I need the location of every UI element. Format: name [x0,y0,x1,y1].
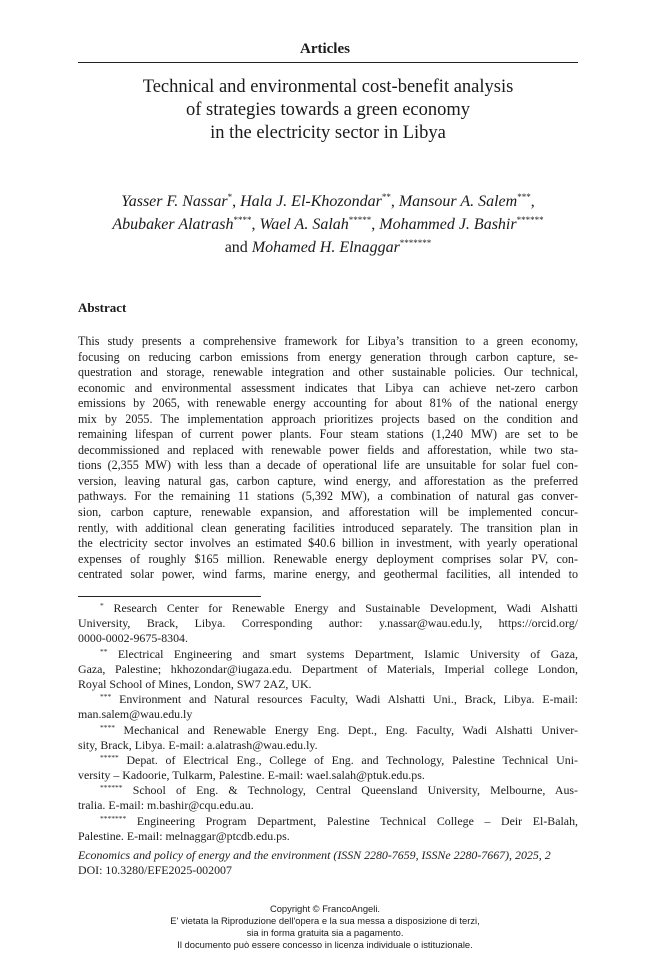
footnote-mark: **** [100,722,115,732]
copyright-line: E' vietata la Riproduzione dell'opera e la sua messa a disposizione di terzi, [170,915,480,926]
author-mark: ****** [516,215,544,225]
abstract-line: version, leaving natural gas, carbon capture, wind energy, and afforestation as the preferred [78,473,578,488]
footnote-mark: ******* [100,813,127,823]
footnote-text: Mechanical and Renewable Energy Eng. Dept., Eng. Faculty, Wadi Alshatti Univer- [123,722,578,737]
footnote-text: Gaza, Palestine; hkhozondar@iugaza.edu. Department of Materials, Imperial college London, [78,661,578,676]
abstract-line: This study presents a comprehensive framework for Libya’s transition to a green economy, [78,334,578,348]
abstract-line: pathways. For the remaining 11 stations (5,392 MW), a combination of natural gas conver- [78,489,578,504]
author-mark: ******* [399,238,432,248]
footnote-text: School of Eng. & Technology, Central Queensland University, Melbourne, Aus- [132,783,578,798]
author-name: Wael A. Salah [259,216,349,233]
footnote-text: tralia. E-mail: m.bashir@cqu.edu.au. [78,798,254,813]
abstract-line: emissions by 2065, with renewable energy accounting for about 81% of the national energy [78,396,578,411]
footnote-mark: ***** [100,752,119,762]
footnote-mark: ** [100,646,108,656]
abstract-line: rently, with additional clean generating facilities introduced separately. The transition plan in [78,520,578,535]
author-list: Yasser F. Nassar*, Hala J. El-Khozondar**, Mansour A. Salem***, Abubaker Alatrash****, Wael A. Salah*****, Mohammed J. Bashir****** and Mohamed H. Elnaggar******* [112,192,544,256]
footnote-text: versity – Kadoorie, Tulkarm, Palestine. E-mail: wael.salah@ptuk.edu.ps. [78,768,425,783]
footnote-text: Electrical Engineering and smart systems Department, Islamic University of Gaza, [117,646,578,661]
abstract-line: expenses of roughly $165 million. Renewable energy deployment comprises solar PV, con- [78,551,578,566]
journal-citation: Economics and policy of energy and the environment (ISSN 2280-7659, ISSNe 2280-7667), 2025, 2 [78,848,551,862]
author-name: Mohammed J. Bashir [379,216,517,233]
footnote-text: Depat. of Electrical Eng., College of Eng. and Technology, Palestine Technical Uni- [126,752,578,767]
footnote-3 [78,692,578,722]
authors-and: and [224,239,248,256]
abstract-line: tions (2,355 MW) with less than a decade of operational life are unsuitable for solar fuel con- [78,458,578,473]
footnote-rule [78,596,261,597]
footnote-5 [78,753,578,783]
footnote-text: sity, Brack, Libya. E-mail: a.alatrash@wau.edu.ly. [78,737,318,752]
author-mark: *** [517,192,531,202]
author-name: Yasser F. Nassar [121,193,228,210]
author-mark: **** [233,215,252,225]
abstract-line: decommissioned and replaced with renewable power fields and afforestation, while two sta- [78,442,578,457]
author-name: Mansour A. Salem [398,193,518,210]
abstract-line: sion, carbon capture, renewable expansion, and afforestation will be implemented concur- [78,505,578,520]
abstract-heading: Abstract [78,300,127,315]
abstract-line: focusing on reducing carbon emissions from energy generation through carbon capture, se- [78,349,578,364]
doi: DOI: 10.3280/EFE2025-002007 [78,863,232,877]
copyright-line: sia in forma gratuita sia a pagamento. [246,927,404,938]
footnote-mark: *** [100,692,112,702]
footnote-6 [78,783,578,813]
footnote-text: man.salem@wau.edu.ly [78,707,193,722]
title-line: of strategies towards a green economy [185,100,471,120]
copyright-notice [0,903,650,951]
abstract-line: the electricity sector involves an estimated $40.6 billion in investment, with yearly operational [78,536,578,551]
abstract-line: economic and environmental assessment indicates that Libya can achieve net-zero carbon [78,380,578,395]
footnote-mark: ****** [100,783,123,793]
copyright-line: Copyright © FrancoAngeli. [269,903,381,914]
footnote-text: Palestine. E-mail: melnaggar@ptcdb.edu.ps. [78,828,290,843]
author-mark: ** [381,192,391,202]
journal-info [78,848,578,878]
footnote-text: Environment and Natural resources Faculty, Wadi Alshatti Uni., Brack, Libya. E-mail: [119,692,578,707]
author-name: Hala J. El-Khozondar [240,193,382,210]
article-title [78,76,578,145]
abstract-body [78,334,578,583]
footnote-text: Royal School of Mines, London, SW7 2AZ, UK. [78,676,312,691]
footnote-text: University, Brack, Libya. Corresponding author: y.nassar@wau.edu.ly, https://orcid.org/ [78,616,578,631]
footnote-mark: * [100,601,104,610]
abstract-line: mix by 2055. The implementation approach prioritizes projects based on the condition and [78,411,578,426]
footnote-2 [78,647,578,693]
copyright-line: Il documento può essere concesso in licenza individuale o istituzionale. [177,939,473,950]
author-mark: * [227,192,233,202]
author-mark: ***** [348,215,372,225]
author-name: Mohamed H. Elnaggar [251,239,400,256]
header-rule [78,62,578,63]
footnote-text: 0000-0002-9675-8304. [78,631,188,646]
abstract-line: centrated solar power, wind farms, marine energy, and geothermal facilities, all intended to [78,567,578,582]
footnote-7 [78,814,578,844]
footnote-text: Engineering Program Department, Palestine Technical College – Deir El-Balah, [136,813,578,828]
abstract-line: questration and storage, renewable integration and other sustainable policies. Our technical, [78,365,578,380]
section-label: Articles [300,41,350,57]
title-line: in the electricity sector in Libya [210,123,446,143]
footnote-4 [78,723,578,753]
footnotes [78,601,578,844]
title-line: Technical and environmental cost-benefit analysis [142,77,514,97]
author-name: Abubaker Alatrash [112,216,234,233]
abstract-line: remaining lifespan of current power plants. Four steam stations (1,240 MW) are set to be [78,427,578,442]
footnote-1 [78,601,578,647]
footnote-text: Research Center for Renewable Energy and Sustainable Development, Wadi Alshatti [113,601,578,615]
